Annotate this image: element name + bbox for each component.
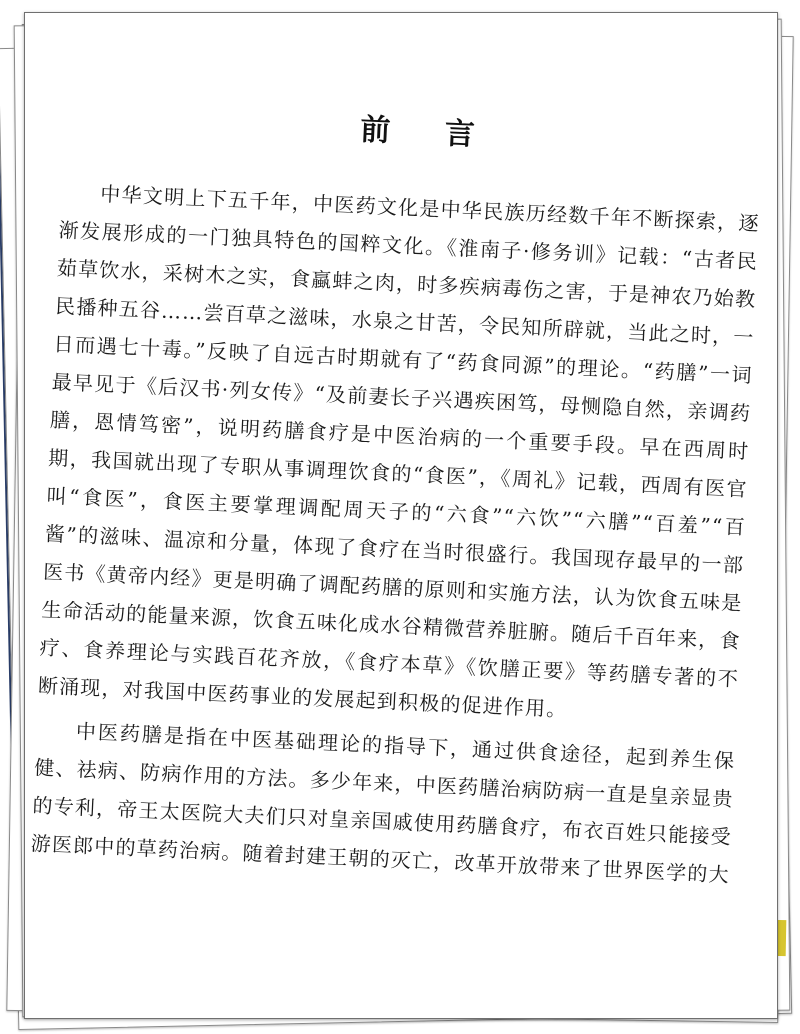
- page-title: 前 言: [359, 112, 498, 154]
- paragraph: 中医药膳是指在中医基础理论的指导下，通过供食途径，起到养生保健、祛病、防病作用的方法。多少年来，中医药膳治病防病一直是皇亲显贵的专利，帝王太医院大夫们只对皇亲国戚使用药膳食疗，布衣百姓只能接受游医郎中的草药治病。随着封建王朝的灭亡，改革开放带来了世界医学的大: [30, 719, 736, 887]
- paragraph: 中华文明上下五千年，中医药文化是中华民族历经数千年不断探索，逐渐发展形成的一门独具特色的国粹文化。《淮南子·修务训》记载：“古者民茹草饮水，采树木之实，食蠃蚌之肉，时多疾病毒伤之害，于是神农乃始教民播种五谷……尝百草之滋味，水泉之甘苦，令民知所辟就，当此之时，一日而遇七十毒。”反映了自远古时期就有了“药食同源”的理论。“药膳”一词最早见于《后汉书·列女传》“及前妻长子兴遇疾困笃，母恻隐自然，亲调药膳，恩情笃密”，说明药膳食疗是中医治病的一个重要手段。早在西周时期，我国就出现了专职从事调理饮食的“食医”，《周礼》记载，西周有医官叫“食医”，食医主要掌理调配周天子的“六食”“六饮”“六膳”“百羞”“百酱”的滋味、温凉和分量，体现了食疗在当时很盛行。我国现存最早的一部医书《黄帝内经》更是明确了调配药膳的原则和实施方法，认为饮食五味是生命活动的能量来源，饮食五味化成水谷精微营养脏腑。随后千百年来，食疗、食养理论与实践百花齐放，《食疗本草》《饮膳正要》等药膳专著的不断涌现，对我国中医药事业的发展起到积极的促进作用。: [37, 181, 761, 722]
- page-content: [30, 91, 765, 900]
- document-page: [24, 12, 778, 1019]
